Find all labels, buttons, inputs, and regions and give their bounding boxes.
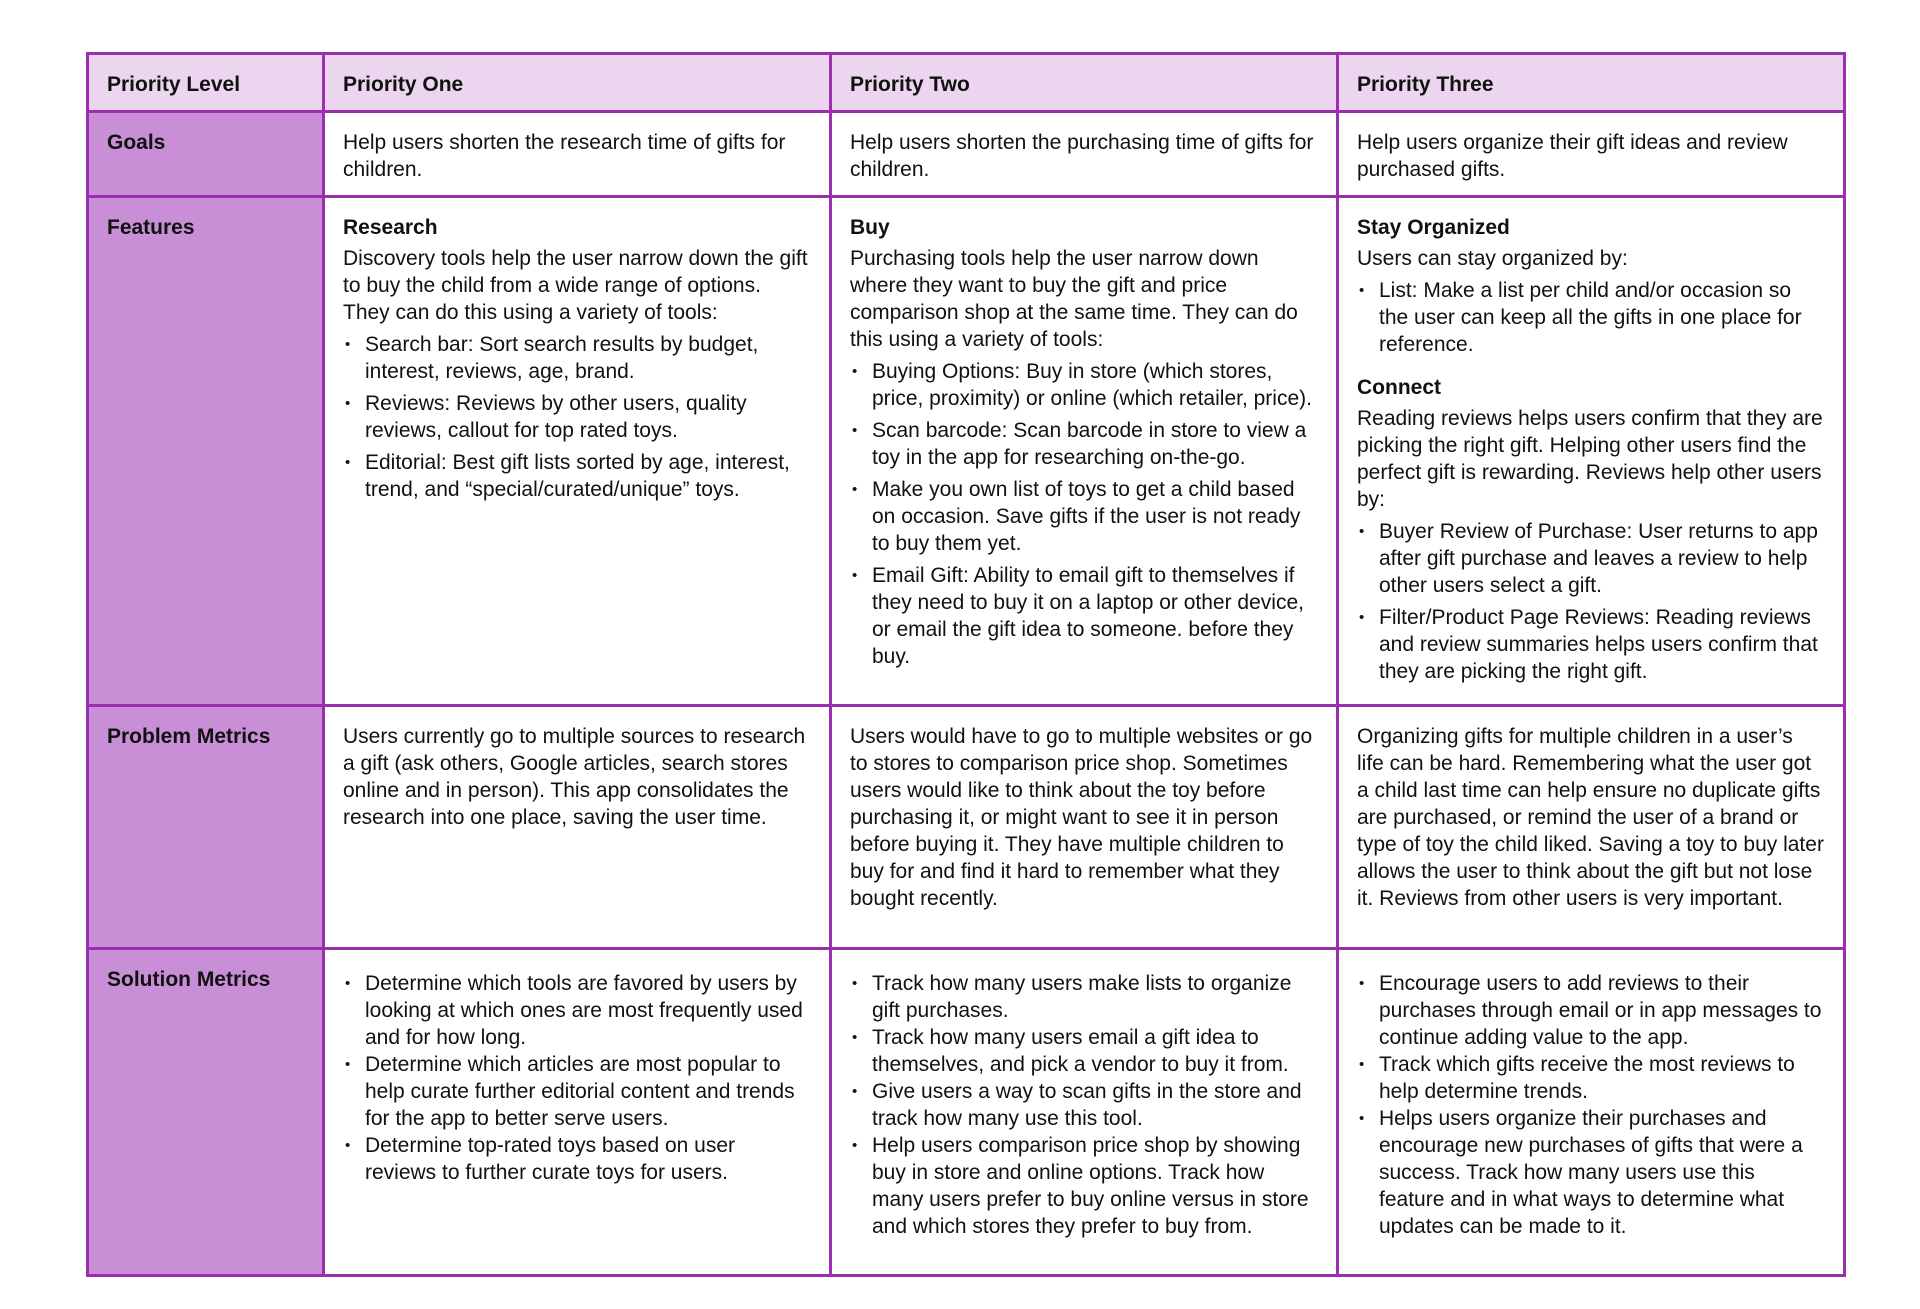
solution-metrics-row [88, 949, 1845, 1276]
solution-priority-three [1338, 949, 1845, 1276]
list-item: • Help users comparison price shop by showing buy in store and online options. Track how many users prefer to buy online versus in store and which stores they prefer to buy from. [850, 1132, 1318, 1240]
header-row [88, 54, 1845, 112]
features-priority-three [1338, 197, 1845, 706]
feature-subtitle: Connect [1357, 376, 1441, 399]
list-item: • Determine which articles are most popular to help curate further editorial content and trends for the app to better serve users. [343, 1051, 811, 1132]
list-item: • Make you own list of toys to get a child based on occasion. Save gifts if the user is not ready to buy them yet. [850, 476, 1318, 557]
list-item: • Helps users organize their purchases and encourage new purchases of gifts that were a success. Track how many users use this feature and in what ways to determine what updates can be made to it. [1357, 1105, 1825, 1240]
header-priority-two: Priority Two [831, 54, 1338, 112]
list-item: • Scan barcode: Scan barcode in store to view a toy in the app for researching on-the-go. [850, 417, 1318, 471]
solution-bullet-list [343, 970, 811, 1186]
list-item: • List: Make a list per child and/or occasion so the user can keep all the gifts in one place for reference. [1357, 277, 1825, 358]
row-label-features: Features [88, 197, 324, 706]
solution-priority-one [324, 949, 831, 1276]
feature-intro-2: Reading reviews helps users confirm that they are picking the right gift. Helping other users find the perfect gift is rewarding. Reviews help other users by: [1357, 407, 1823, 511]
list-item: • Encourage users to add reviews to their purchases through email or in app messages to continue adding value to the app. [1357, 970, 1825, 1051]
row-label-goals: Goals [88, 112, 324, 197]
list-item: • Track how many users email a gift idea to themselves, and pick a vendor to buy it from. [850, 1024, 1318, 1078]
features-priority-two [831, 197, 1338, 706]
list-item: • Reviews: Reviews by other users, quality reviews, callout for top rated toys. [343, 390, 811, 444]
feature-intro: Purchasing tools help the user narrow down where they want to buy the gift and price comparison shop at the same time. They can do this using a variety of tools: [850, 247, 1298, 351]
solution-bullet-list [1357, 970, 1825, 1240]
feature-title: Stay Organized [1357, 216, 1510, 239]
features-priority-one [324, 197, 831, 706]
list-item: • Determine which tools are favored by users by looking at which ones are most frequently used and for how long. [343, 970, 811, 1051]
feature-title: Research [343, 216, 438, 239]
feature-title: Buy [850, 216, 890, 239]
solution-bullet-list [850, 970, 1318, 1240]
goals-row [88, 112, 1845, 197]
header-priority-three: Priority Three [1338, 54, 1845, 112]
list-item: • Track which gifts receive the most reviews to help determine trends. [1357, 1051, 1825, 1105]
feature-bullet-list [850, 358, 1318, 670]
header-priority-level: Priority Level [88, 54, 324, 112]
problem-priority-two: Users would have to go to multiple websites or go to stores to comparison price shop. Sometimes users would like to think about the toy before purchasing it, or might want to see it in person before buying it. They have multiple children to buy for and find it hard to remember what they bought recently. [831, 706, 1338, 949]
list-item: • Email Gift: Ability to email gift to themselves if they need to buy it on a laptop or other device, or email the gift idea to someone. before they buy. [850, 562, 1318, 670]
goals-priority-two: Help users shorten the purchasing time of gifts for children. [831, 112, 1338, 197]
problem-metrics-row [88, 706, 1845, 949]
feature-bullet-list [343, 331, 811, 503]
list-item: • Buyer Review of Purchase: User returns to app after gift purchase and leaves a review to help other users select a gift. [1357, 518, 1825, 599]
list-item: • Track how many users make lists to organize gift purchases. [850, 970, 1318, 1024]
problem-priority-one: Users currently go to multiple sources to research a gift (ask others, Google articles, search stores online and in person). This app consolidates the research into one place, saving the user time. [324, 706, 831, 949]
row-label-solution-metrics: Solution Metrics [88, 949, 324, 1276]
solution-priority-two [831, 949, 1338, 1276]
row-label-problem-metrics: Problem Metrics [88, 706, 324, 949]
feature-intro: Discovery tools help the user narrow down the gift to buy the child from a wide range of options. They can do this using a variety of tools: [343, 247, 808, 324]
goals-priority-three: Help users organize their gift ideas and review purchased gifts. [1338, 112, 1845, 197]
feature-bullet-list [1357, 277, 1825, 358]
list-item: • Filter/Product Page Reviews: Reading reviews and review summaries helps users confirm that they are picking the right gift. [1357, 604, 1825, 685]
list-item: • Determine top-rated toys based on user reviews to further curate toys for users. [343, 1132, 811, 1186]
list-item: • Editorial: Best gift lists sorted by age, interest, trend, and “special/curated/unique” toys. [343, 449, 811, 503]
priority-table [86, 52, 1846, 1277]
header-priority-one: Priority One [324, 54, 831, 112]
list-item: • Search bar: Sort search results by budget, interest, reviews, age, brand. [343, 331, 811, 385]
features-row [88, 197, 1845, 706]
feature-bullet-list-2 [1357, 518, 1825, 685]
goals-priority-one: Help users shorten the research time of gifts for children. [324, 112, 831, 197]
feature-intro: Users can stay organized by: [1357, 247, 1628, 270]
list-item: • Buying Options: Buy in store (which stores, price, proximity) or online (which retailer, price). [850, 358, 1318, 412]
problem-priority-three: Organizing gifts for multiple children in a user’s life can be hard. Remembering what the user got a child last time can help ensure no duplicate gifts are purchased, or remind the user of a brand or type of toy the child liked. Saving a toy to buy later allows the user to think about the gift but not lose it. Reviews from other users is very important. [1338, 706, 1845, 949]
list-item: • Give users a way to scan gifts in the store and track how many use this tool. [850, 1078, 1318, 1132]
